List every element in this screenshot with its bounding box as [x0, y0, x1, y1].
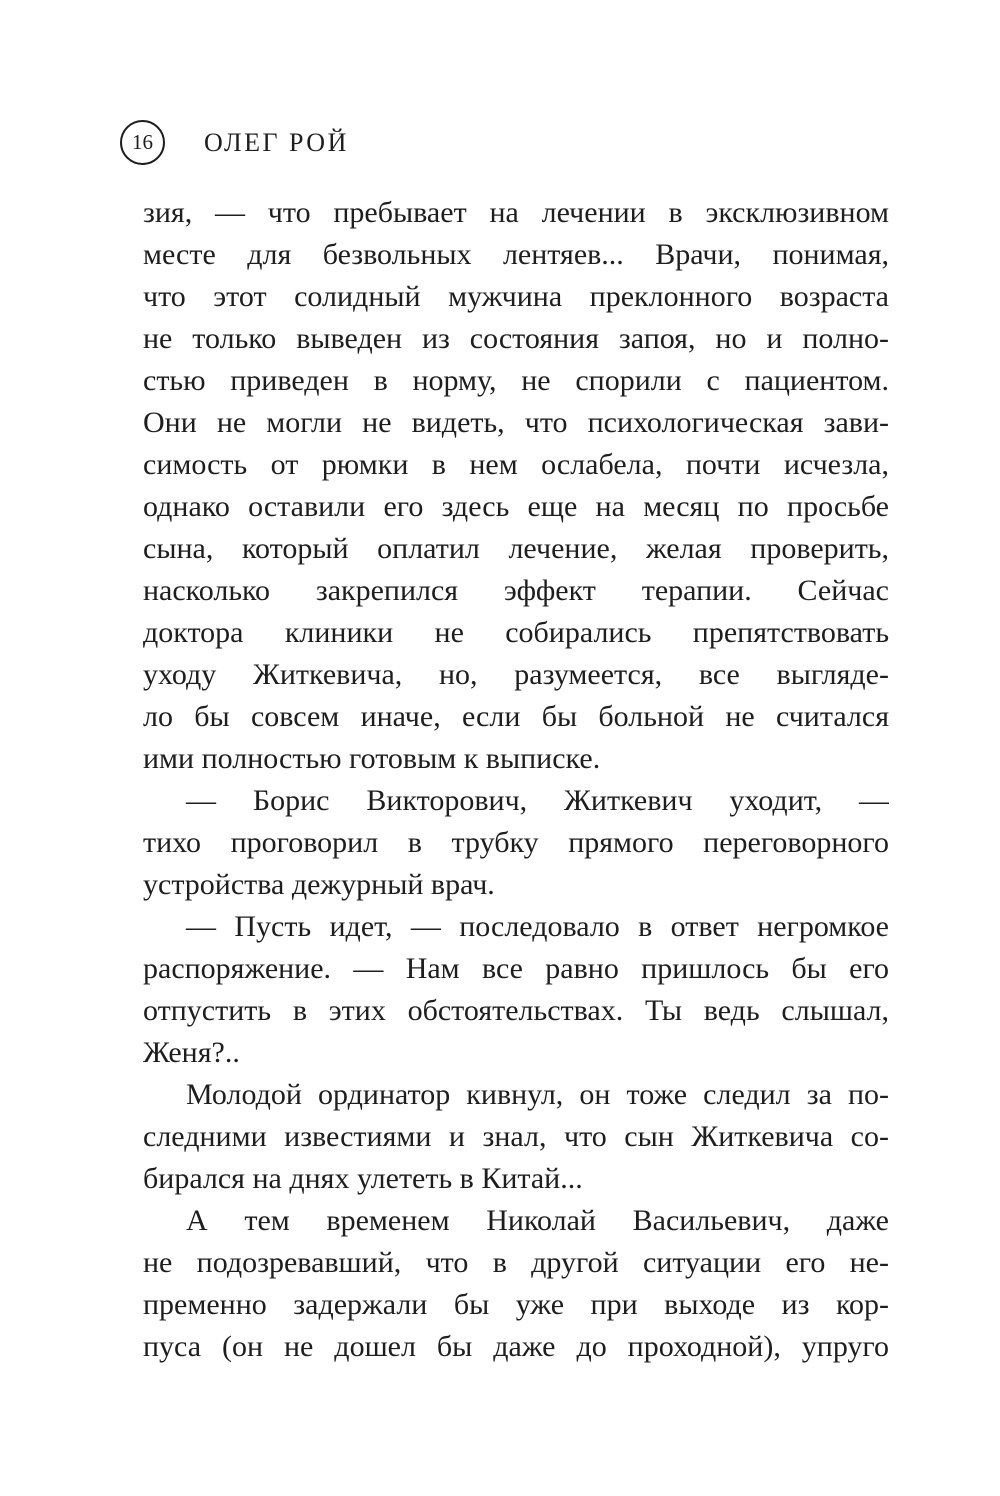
text-line: не только выведен из состояния запоя, но и полно- — [143, 322, 889, 355]
text-line: симость от рюмки в нем ослабела, почти исчезла, — [143, 448, 889, 481]
text-line: Молодой ординатор кивнул, он тоже следил за по- — [186, 1078, 889, 1111]
text-line: А тем временем Николай Васильевич, даже — [186, 1204, 889, 1237]
text-line: уходу Житкевича, но, разумеется, все выгляде- — [143, 658, 889, 691]
text-line: бирался на днях улететь в Китай... — [143, 1162, 583, 1195]
text-line: пуса (он не дошел бы даже до проходной), упруго — [143, 1330, 889, 1363]
page-number-badge — [120, 120, 165, 165]
text-line: сына, который оплатил лечение, желая проверить, — [143, 532, 889, 565]
text-line: что этот солидный мужчина преклонного возраста — [143, 280, 889, 313]
text-line: ло бы совсем иначе, если бы больной не считался — [143, 700, 889, 733]
text-line: зия, — что пребывает на лечении в эксклюзивном — [143, 196, 889, 229]
text-line: ими полностью готовым к выписке. — [143, 742, 601, 775]
page-number: 16 — [132, 130, 153, 154]
page-header — [120, 120, 349, 165]
text-line: доктора клиники не собирались препятствовать — [143, 616, 889, 649]
text-line: пременно задержали бы уже при выходе из кор- — [143, 1288, 889, 1321]
text-line: не подозревавший, что в другой ситуации его не- — [143, 1246, 889, 1279]
text-line: Женя?.. — [143, 1036, 240, 1069]
text-line: устройства дежурный врач. — [143, 868, 495, 901]
body-text — [143, 192, 889, 1368]
text-line: отпустить в этих обстоятельствах. Ты ведь слышал, — [143, 994, 889, 1027]
text-line: — Борис Викторович, Житкевич уходит, — — [186, 784, 889, 817]
text-line: стью приведен в норму, не спорили с пациентом. — [143, 364, 889, 397]
text-line: тихо проговорил в трубку прямого переговорного — [143, 826, 889, 859]
text-line: месте для безвольных лентяев... Врачи, понимая, — [143, 238, 889, 271]
running-head-author: ОЛЕГ РОЙ — [204, 127, 349, 157]
text-line: распоряжение. — Нам все равно пришлось бы его — [143, 952, 889, 985]
text-line: следними известиями и знал, что сын Житкевича со- — [143, 1120, 889, 1153]
text-line: — Пусть идет, — последовало в ответ негромкое — [186, 910, 889, 943]
text-line: Они не могли не видеть, что психологическая зави- — [143, 406, 889, 439]
text-line: насколько закрепился эффект терапии. Сейчас — [143, 574, 889, 607]
text-line: однако оставили его здесь еще на месяц по просьбе — [143, 490, 889, 523]
